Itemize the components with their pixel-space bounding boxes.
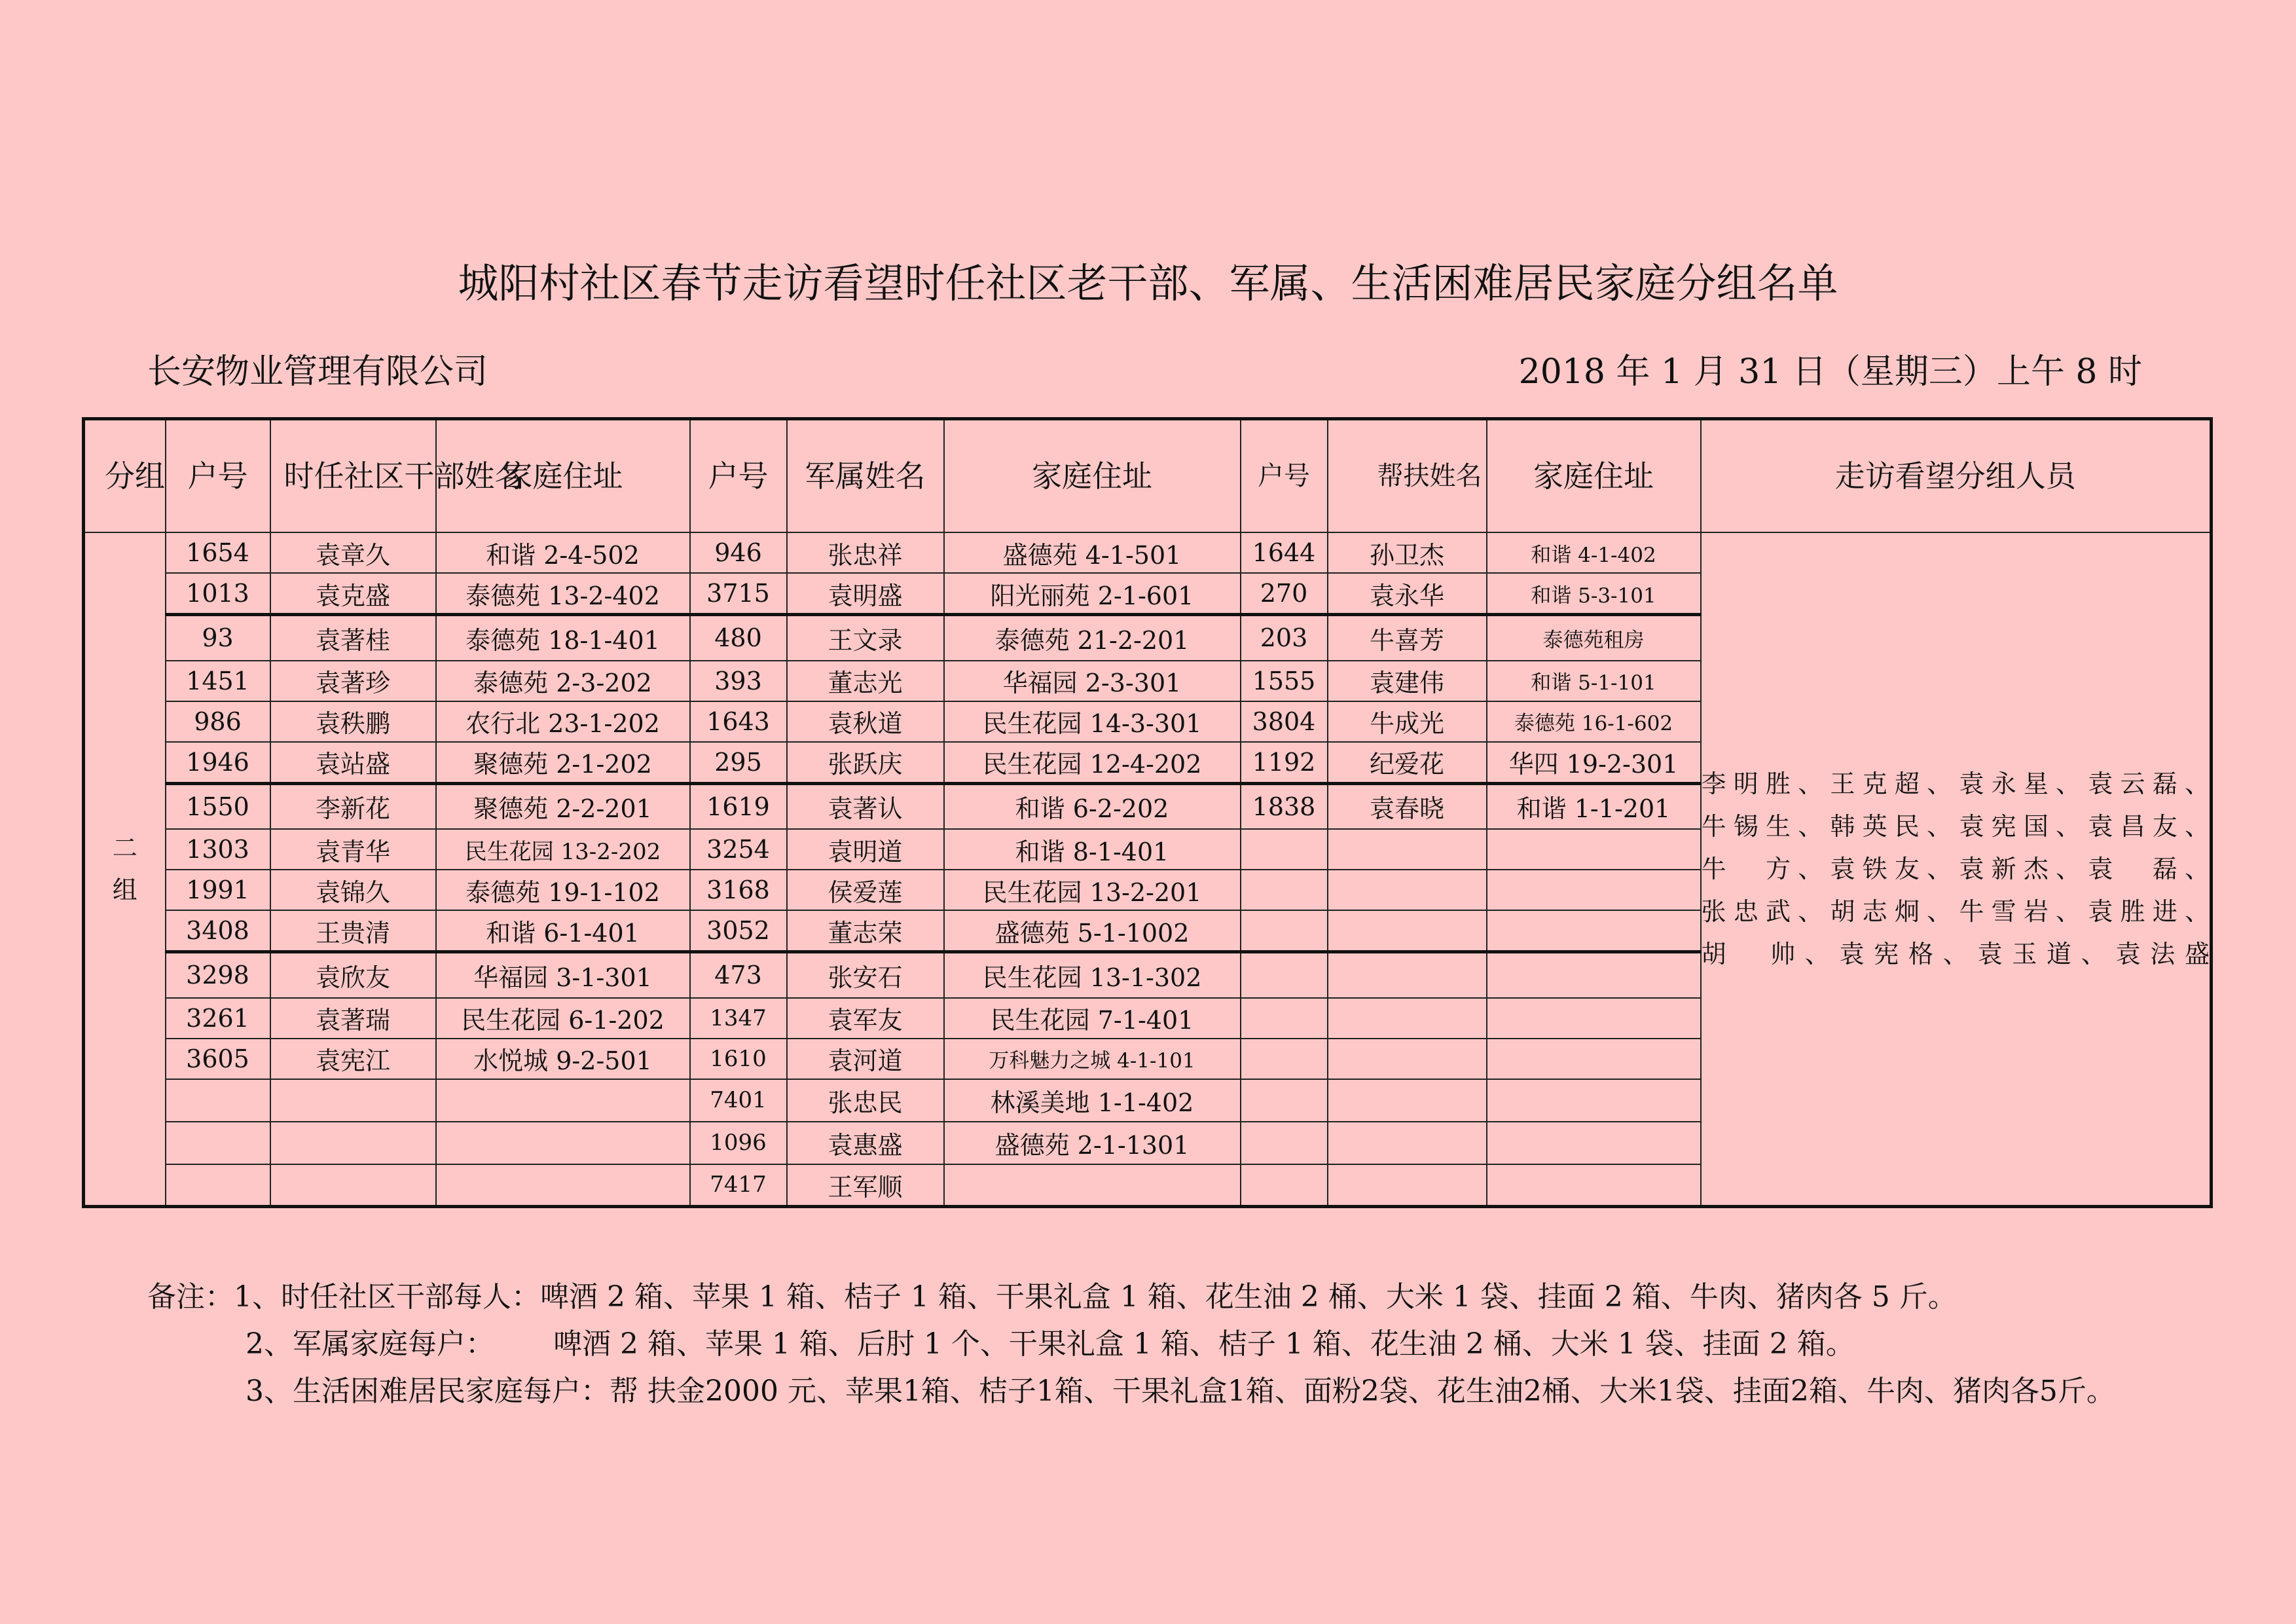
cadre-household-no: 1303 <box>166 829 270 870</box>
header-military-address: 家庭住址 <box>944 419 1241 533</box>
header-cadre-address: 家庭住址 <box>436 419 690 533</box>
page-title: 城阳村社区春节走访看望时任社区老干部、军属、生活困难居民家庭分组名单 <box>458 259 1838 307</box>
note-military-label: 2、军属家庭每户： <box>246 1327 494 1361</box>
aid-name: 孙卫杰 <box>1328 532 1487 573</box>
aid-name <box>1328 829 1487 870</box>
aid-household-no <box>1241 910 1328 952</box>
aid-household-no <box>1241 829 1328 870</box>
cadre-name: 袁秩鹏 <box>270 701 436 742</box>
aid-household-no: 1838 <box>1241 783 1328 829</box>
header-aid-no: 户号 <box>1241 419 1328 533</box>
aid-household-no: 1555 <box>1241 661 1328 701</box>
military-name: 袁惠盛 <box>787 1122 944 1164</box>
military-name: 董志荣 <box>787 910 944 952</box>
aid-name: 牛喜芳 <box>1328 615 1487 661</box>
military-name: 侯爱莲 <box>787 870 944 910</box>
aid-household-no <box>1241 998 1328 1039</box>
cadre-name <box>270 1122 436 1164</box>
military-name: 袁秋道 <box>787 701 944 742</box>
group-label: 二组 <box>84 532 166 1207</box>
military-address: 华福园 2-3-301 <box>944 661 1241 701</box>
military-name: 王军顺 <box>787 1164 944 1207</box>
military-name: 张忠祥 <box>787 532 944 573</box>
company-name: 长安物业管理有限公司 <box>147 352 488 392</box>
aid-name: 纪爱花 <box>1328 742 1487 784</box>
cadre-address: 民生花园 13-2-202 <box>436 829 690 870</box>
military-name: 袁著认 <box>787 783 944 829</box>
notes-section <box>147 1274 2115 1415</box>
military-address: 盛德苑 2-1-1301 <box>944 1122 1241 1164</box>
cadre-address: 泰德苑 19-1-102 <box>436 870 690 910</box>
aid-address: 和谐 4-1-402 <box>1487 532 1701 573</box>
military-address: 民生花园 13-1-302 <box>944 952 1241 998</box>
military-household-no: 295 <box>690 742 787 784</box>
military-name: 张忠民 <box>787 1079 944 1122</box>
cadre-household-no: 1550 <box>166 783 270 829</box>
military-household-no: 473 <box>690 952 787 998</box>
cadre-address: 农行北 23-1-202 <box>436 701 690 742</box>
military-address: 和谐 6-2-202 <box>944 783 1241 829</box>
military-address: 和谐 8-1-401 <box>944 829 1241 870</box>
aid-name <box>1328 952 1487 998</box>
cadre-name <box>270 1164 436 1207</box>
military-address: 泰德苑 21-2-201 <box>944 615 1241 661</box>
cadre-household-no <box>166 1164 270 1207</box>
military-address: 盛德苑 4-1-501 <box>944 532 1241 573</box>
aid-name <box>1328 910 1487 952</box>
aid-address: 泰德苑租房 <box>1487 615 1701 661</box>
military-name: 王文录 <box>787 615 944 661</box>
military-name: 袁军友 <box>787 998 944 1039</box>
cadre-address <box>436 1164 690 1207</box>
military-name: 董志光 <box>787 661 944 701</box>
military-household-no: 3168 <box>690 870 787 910</box>
aid-name <box>1328 1122 1487 1164</box>
cadre-name: 袁站盛 <box>270 742 436 784</box>
military-household-no: 393 <box>690 661 787 701</box>
cadre-address: 和谐 6-1-401 <box>436 910 690 952</box>
members-line: 胡 帅、袁宪格、袁玉道、袁法盛 <box>1701 939 2210 969</box>
cadre-household-no: 986 <box>166 701 270 742</box>
aid-address: 和谐 1-1-201 <box>1487 783 1701 829</box>
aid-household-no <box>1241 1122 1328 1164</box>
note-military <box>147 1321 2115 1368</box>
military-address: 民生花园 14-3-301 <box>944 701 1241 742</box>
cadre-household-no: 3408 <box>166 910 270 952</box>
cadre-household-no: 3605 <box>166 1039 270 1079</box>
cadre-household-no: 3298 <box>166 952 270 998</box>
aid-address <box>1487 910 1701 952</box>
military-household-no: 1610 <box>690 1039 787 1079</box>
aid-address <box>1487 1079 1701 1122</box>
military-address: 民生花园 12-4-202 <box>944 742 1241 784</box>
military-household-no: 7417 <box>690 1164 787 1207</box>
cadre-household-no <box>166 1122 270 1164</box>
military-household-no: 3052 <box>690 910 787 952</box>
aid-address <box>1487 1122 1701 1164</box>
cadre-name: 袁著桂 <box>270 615 436 661</box>
aid-address <box>1487 829 1701 870</box>
military-household-no: 1096 <box>690 1122 787 1164</box>
aid-household-no: 1644 <box>1241 532 1328 573</box>
aid-name: 袁永华 <box>1328 573 1487 615</box>
cadre-name: 李新花 <box>270 783 436 829</box>
aid-address: 华四 19-2-301 <box>1487 742 1701 784</box>
header-military-no: 户号 <box>690 419 787 533</box>
cadre-name: 袁章久 <box>270 532 436 573</box>
cadre-name: 袁欣友 <box>270 952 436 998</box>
aid-household-no <box>1241 870 1328 910</box>
cadre-name: 袁青华 <box>270 829 436 870</box>
cadre-address <box>436 1079 690 1122</box>
members-line: 李明胜、王克超、袁永星、袁云磊、 <box>1701 769 2210 798</box>
table-row <box>84 532 2212 573</box>
aid-address <box>1487 1039 1701 1079</box>
header-aid-name: 帮扶姓名 <box>1328 419 1487 533</box>
header-group: 分组 <box>84 419 166 533</box>
military-name: 张安石 <box>787 952 944 998</box>
cadre-name: 袁锦久 <box>270 870 436 910</box>
aid-address <box>1487 952 1701 998</box>
aid-name: 袁建伟 <box>1328 661 1487 701</box>
aid-household-no: 3804 <box>1241 701 1328 742</box>
note-military-items: 啤酒 2 箱、苹果 1 箱、后肘 1 个、干果礼盒 1 箱、桔子 1 箱、花生油 2 桶、大米 1 袋、挂面 2 箱。 <box>553 1327 1855 1361</box>
date-line: 2018 年 1 月 31 日（星期三）上午 8 时 <box>1518 352 2142 392</box>
military-household-no: 1619 <box>690 783 787 829</box>
military-name: 张跃庆 <box>787 742 944 784</box>
military-household-no: 3254 <box>690 829 787 870</box>
header-aid-address: 家庭住址 <box>1487 419 1701 533</box>
aid-address: 泰德苑 16-1-602 <box>1487 701 1701 742</box>
aid-name: 牛成光 <box>1328 701 1487 742</box>
cadre-address: 聚德苑 2-2-201 <box>436 783 690 829</box>
note-cadre: 备注：1、时任社区干部每人：啤酒 2 箱、苹果 1 箱、桔子 1 箱、干果礼盒 1 箱、花生油 2 桶、大米 1 袋、挂面 2 箱、牛肉、猪肉各 5 斤。 <box>147 1280 1957 1314</box>
members-line: 牛 方、袁铁友、袁新杰、袁 磊、 <box>1701 854 2210 883</box>
military-name: 袁河道 <box>787 1039 944 1079</box>
military-household-no: 7401 <box>690 1079 787 1122</box>
cadre-address: 聚德苑 2-1-202 <box>436 742 690 784</box>
aid-name <box>1328 998 1487 1039</box>
cadre-household-no <box>166 1079 270 1122</box>
note-needy: 3、生活困难居民家庭每户：帮 扶金2000 元、苹果1箱、桔子1箱、干果礼盒1箱、面粉2袋、花生油2桶、大米1袋、挂面2箱、牛肉、猪肉各5斤。 <box>246 1375 2115 1408</box>
cadre-address <box>436 1122 690 1164</box>
cadre-household-no: 1013 <box>166 573 270 615</box>
military-household-no: 3715 <box>690 573 787 615</box>
military-household-no: 480 <box>690 615 787 661</box>
header-visit-members: 走访看望分组人员 <box>1701 419 2212 533</box>
cadre-household-no: 1946 <box>166 742 270 784</box>
header-military-name: 军属姓名 <box>787 419 944 533</box>
aid-household-no: 203 <box>1241 615 1328 661</box>
aid-household-no: 1192 <box>1241 742 1328 784</box>
cadre-address: 民生花园 6-1-202 <box>436 998 690 1039</box>
aid-household-no <box>1241 952 1328 998</box>
cadre-address: 泰德苑 2-3-202 <box>436 661 690 701</box>
military-address: 阳光丽苑 2-1-601 <box>944 573 1241 615</box>
aid-name <box>1328 1164 1487 1207</box>
header-cadre-no: 户号 <box>166 419 270 533</box>
aid-name <box>1328 1039 1487 1079</box>
military-household-no: 1347 <box>690 998 787 1039</box>
aid-name <box>1328 870 1487 910</box>
cadre-name: 袁著瑞 <box>270 998 436 1039</box>
aid-household-no <box>1241 1039 1328 1079</box>
header-row <box>84 419 2212 533</box>
aid-name: 袁春晓 <box>1328 783 1487 829</box>
cadre-address: 华福园 3-1-301 <box>436 952 690 998</box>
roster-body <box>84 532 2212 1207</box>
roster-table <box>82 417 2213 1208</box>
aid-address <box>1487 998 1701 1039</box>
cadre-name <box>270 1079 436 1122</box>
cadre-household-no: 3261 <box>166 998 270 1039</box>
cadre-name: 袁著珍 <box>270 661 436 701</box>
cadre-name: 袁克盛 <box>270 573 436 615</box>
military-address: 民生花园 7-1-401 <box>944 998 1241 1039</box>
military-address: 盛德苑 5-1-1002 <box>944 910 1241 952</box>
aid-household-no <box>1241 1079 1328 1122</box>
aid-name <box>1328 1079 1487 1122</box>
cadre-address: 泰德苑 13-2-402 <box>436 573 690 615</box>
members-line: 牛锡生、韩英民、袁宪国、袁昌友、 <box>1701 811 2210 841</box>
cadre-name: 袁宪江 <box>270 1039 436 1079</box>
cadre-name: 王贵清 <box>270 910 436 952</box>
aid-address: 和谐 5-1-101 <box>1487 661 1701 701</box>
header-cadre-name: 时任社区干部姓名 <box>270 419 436 533</box>
aid-household-no <box>1241 1164 1328 1207</box>
cadre-household-no: 1451 <box>166 661 270 701</box>
military-name: 袁明盛 <box>787 573 944 615</box>
military-address <box>944 1164 1241 1207</box>
aid-household-no: 270 <box>1241 573 1328 615</box>
aid-address <box>1487 870 1701 910</box>
members-line: 张忠武、胡志炯、牛雪岩、袁胜进、 <box>1701 896 2210 926</box>
visit-members-list <box>1701 532 2212 1207</box>
military-address: 林溪美地 1-1-402 <box>944 1079 1241 1122</box>
cadre-household-no: 93 <box>166 615 270 661</box>
cadre-household-no: 1654 <box>166 532 270 573</box>
military-name: 袁明道 <box>787 829 944 870</box>
cadre-address: 泰德苑 18-1-401 <box>436 615 690 661</box>
cadre-address: 水悦城 9-2-501 <box>436 1039 690 1079</box>
military-address: 万科魅力之城 4-1-101 <box>944 1039 1241 1079</box>
military-household-no: 1643 <box>690 701 787 742</box>
military-household-no: 946 <box>690 532 787 573</box>
cadre-address: 和谐 2-4-502 <box>436 532 690 573</box>
military-address: 民生花园 13-2-201 <box>944 870 1241 910</box>
cadre-household-no: 1991 <box>166 870 270 910</box>
aid-address <box>1487 1164 1701 1207</box>
aid-address: 和谐 5-3-101 <box>1487 573 1701 615</box>
